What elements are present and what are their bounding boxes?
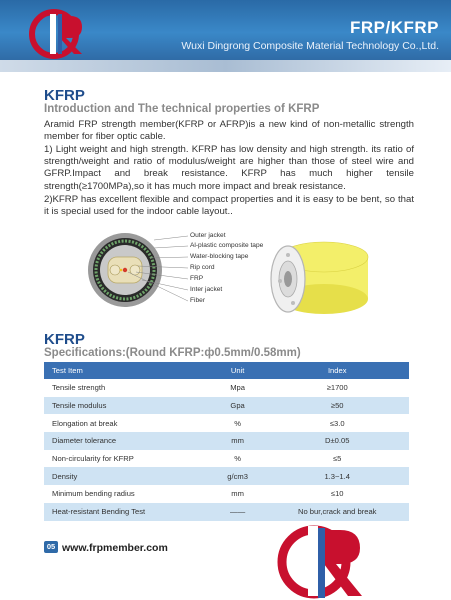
cell-test-item: Elongation at break — [52, 418, 118, 428]
legend-al-plastic-tape: Al-plastic composite tape — [190, 242, 264, 249]
header-subtitle: Wuxi Dingrong Composite Material Technology Co.,Ltd. — [181, 40, 439, 52]
table-row — [44, 397, 409, 415]
header-band — [0, 60, 451, 72]
table-row — [44, 379, 409, 397]
cell-index: 1.3~1.4 — [265, 467, 409, 485]
specs-heading: KFRP — [44, 331, 85, 348]
footer-website-link[interactable]: www.frpmember.com — [62, 542, 168, 554]
legend-fiber: Fiber — [190, 297, 206, 304]
cell-test-item: Minimum bending radius — [52, 489, 135, 499]
table-row — [44, 467, 409, 485]
page-header — [0, 0, 451, 72]
cell-index: D±0.05 — [265, 432, 409, 450]
table-row — [44, 432, 409, 450]
cell-test-item: Density — [44, 467, 210, 485]
page-number-badge: 05 — [44, 541, 58, 553]
cell-test-item: Non-circularity for KFRP — [52, 454, 134, 464]
header-title: FRP/KFRP — [350, 18, 439, 37]
table-row — [44, 485, 409, 503]
column-header-unit: Unit — [210, 362, 266, 379]
intro-paragraph-1: Aramid FRP strength member(KFRP or AFRP)is a new kind of non-metallic strength member for fiber optic cable. — [44, 119, 414, 143]
table-row — [44, 450, 409, 468]
column-header-index: Index — [265, 362, 409, 379]
cell-index: ≥1700 — [326, 383, 348, 393]
company-logo-large-icon — [268, 520, 378, 600]
intro-heading: KFRP — [44, 87, 85, 104]
cell-test-item: Tensile strength — [52, 383, 106, 393]
intro-paragraph-2: 1) Light weight and high strength. KFRP has low density and high strength. its ratio of strength/weight and ratio of modulus/weight are higher than those of steel wire and GFRP.Impact and break resistance. KFRP has much higher tensile strength(≥1700MPa),so it has much more impact and break resistance. — [44, 144, 414, 192]
cell-unit: g/cm3 — [210, 467, 266, 485]
legend-rip-cord: Rip cord — [190, 264, 215, 271]
specifications-table — [44, 362, 409, 521]
cell-test-item: Heat-resistant Bending Test — [44, 503, 210, 521]
cell-unit: % — [234, 418, 241, 428]
cell-unit: mm — [231, 489, 244, 499]
company-logo-icon — [28, 8, 92, 60]
cell-index: ≤5 — [333, 454, 342, 464]
legend-frp: FRP — [190, 275, 204, 282]
table-row — [44, 414, 409, 432]
table-row — [44, 503, 409, 521]
cell-index: ≥50 — [265, 397, 409, 415]
cable-cross-section-diagram — [88, 226, 268, 314]
cell-unit: Mpa — [230, 383, 245, 393]
legend-inter-jacket: Inter jacket — [190, 286, 223, 293]
column-header-test-item: Test Item — [44, 362, 210, 379]
cell-unit: mm — [210, 432, 266, 450]
cell-unit: Gpa — [210, 397, 266, 415]
cell-test-item: Tensile modulus — [44, 397, 210, 415]
intro-subheading: Introduction and The technical properties of KFRP — [44, 103, 320, 115]
legend-water-blocking-tape: Water-blocking tape — [190, 253, 249, 260]
legend-outer-jacket: Outer jacket — [190, 232, 226, 239]
cell-index: ≤10 — [330, 489, 344, 499]
kfrp-spool-image — [266, 229, 384, 321]
cell-unit: —— — [210, 503, 266, 521]
specs-subheading: Specifications:(Round KFRP:ф0.5mm/0.58mm) — [44, 347, 301, 359]
cell-index: ≤3.0 — [329, 418, 345, 428]
cell-unit: % — [234, 454, 241, 464]
cell-index: No bur,crack and break — [265, 503, 409, 521]
table-header-row — [44, 362, 409, 379]
intro-paragraph-3: 2)KFRP has excellent flexible and compact properties and it is easy to be bent, so that it is special used for the indoor cable layout.. — [44, 194, 414, 218]
cell-test-item: Diameter tolerance — [44, 432, 210, 450]
